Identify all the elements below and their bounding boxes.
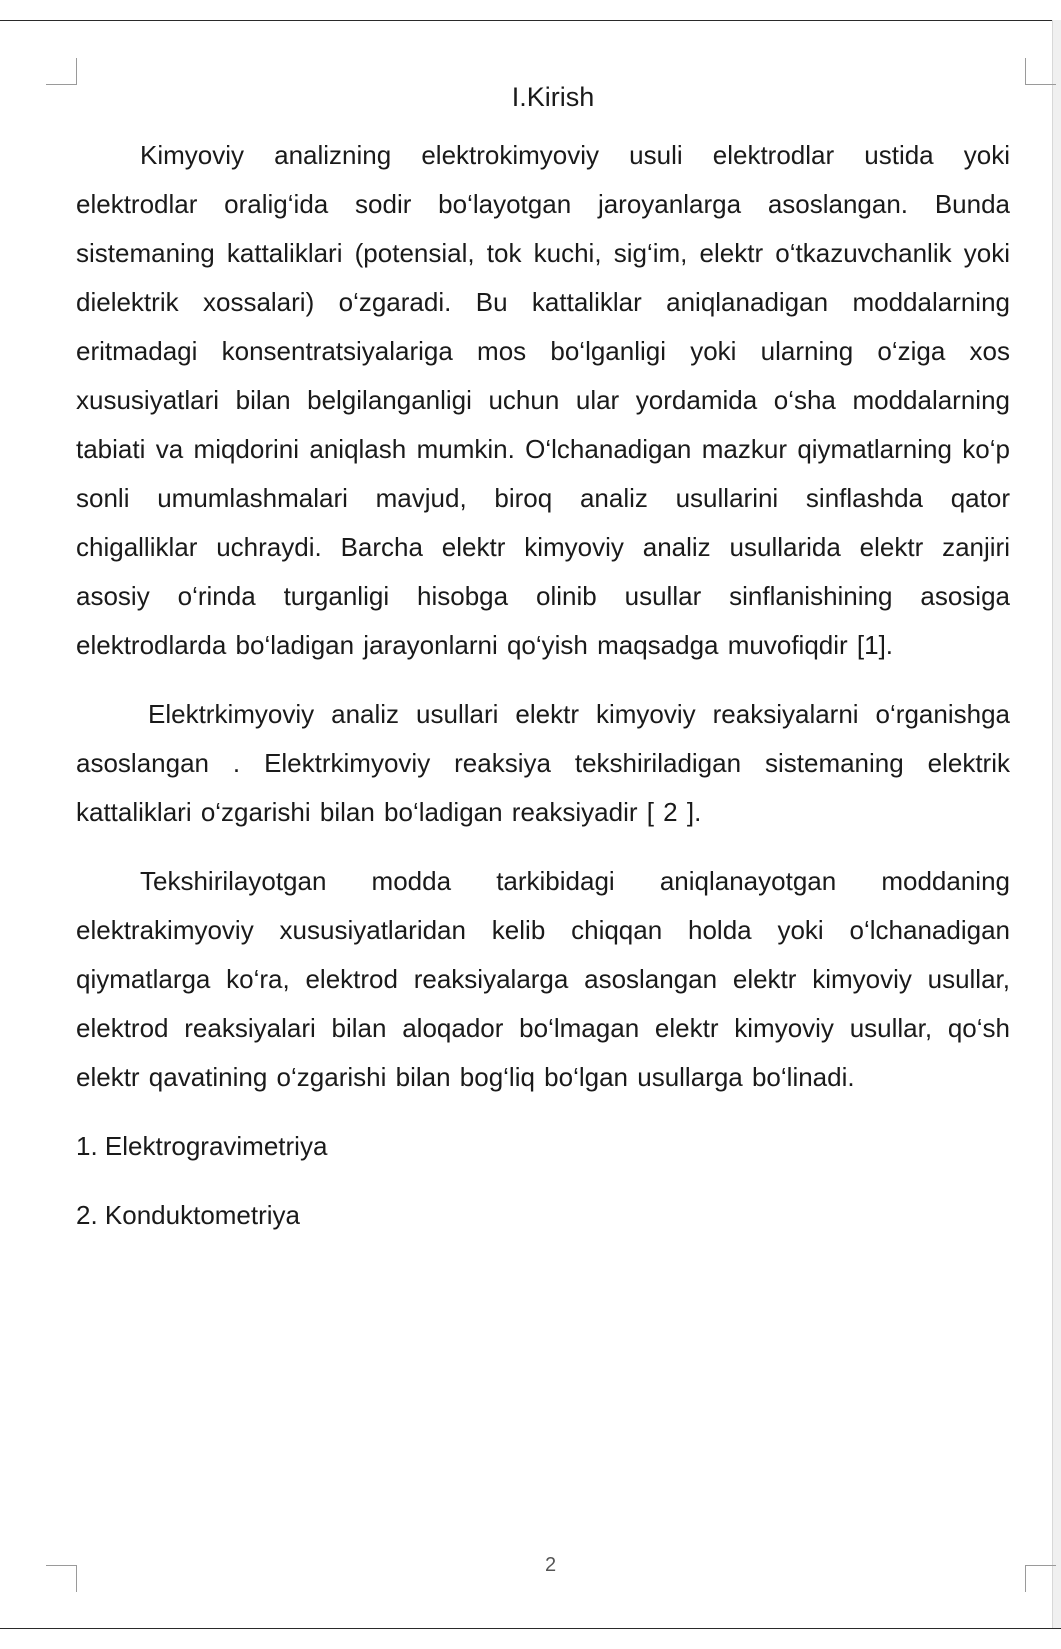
- page-content: [76, 82, 1010, 1260]
- paragraph-3: Tekshirilayotgan modda tarkibidagi aniqlanayotgan moddaning elektrakimyoviy xususiyatlaridan kelib chiqqan holda yoki o‘lchanadigan qiymatlarga ko‘ra, elektrod reaksiyalarga asoslangan elektr kimyoviy usullar, elektrod reaksiyalari bilan aloqador bo‘lmagan elektr kimyoviy usullar, qo‘sh elektr qavatining o‘zgarishi bilan bog‘liq bo‘lgan usullarga bo‘linadi.: [76, 866, 1010, 1092]
- section-heading: I.Kirish: [511, 82, 595, 112]
- paragraph-2: Elektrkimyoviy analiz usullari elektr kimyoviy reaksiyalarni o‘rganishga asoslangan . Elektrkimyoviy reaksiya tekshiriladigan sistemaning elektrik kattaliklari o‘zgarishi bilan bo‘ladigan reaksiyadir [ 2 ].: [76, 699, 1010, 827]
- corner-mark-top-left: [46, 58, 77, 85]
- paragraph-1: Kimyoviy analizning elektrokimyoviy usuli elektrodlar ustida yoki elektrodlar oralig‘ida sodir bo‘layotgan jaroyanlarga asoslangan. Bunda sistemaning kattaliklari (potensial, tok kuchi, sig‘im, elektr o‘tkazuvchanlik yoki dielektrik xossalari) o‘zgaradi. Bu kattaliklar aniqlanadigan moddalarning eritmadagi konsentratsiyalariga mos bo‘lganligi yoki ularning o‘ziga xos xususiyatlari bilan belgilanganligi uchun ular yordamida o‘sha moddalarning tabiati va miqdorini aniqlash mumkin. O‘lchanadigan mazkur qiymatlarning ko‘p sonli umumlashmalari mavjud, biroq analiz usullarini sinflashda qator chigalliklar uchraydi. Barcha elektr kimyoviy analiz usullarida elektr zanjiri asosiy o‘rinda turganligi hisobga olinib usullar sinflanishining asosiga elektrodlarda bo‘ladigan jarayonlarni qo‘yish maqsadga muvofiqdir [1].: [76, 140, 1010, 660]
- page-edge-shadow: [1052, 20, 1061, 1629]
- top-border-line: [0, 20, 1061, 21]
- bottom-border-line: [0, 1628, 1061, 1629]
- list-item-conductometry: 2. Konduktometriya: [76, 1200, 301, 1230]
- page-number: 2: [544, 1554, 557, 1576]
- list-item-electrogravimetry: 1. Elektrogravimetriya: [76, 1131, 328, 1161]
- corner-mark-top-right: [1025, 58, 1056, 85]
